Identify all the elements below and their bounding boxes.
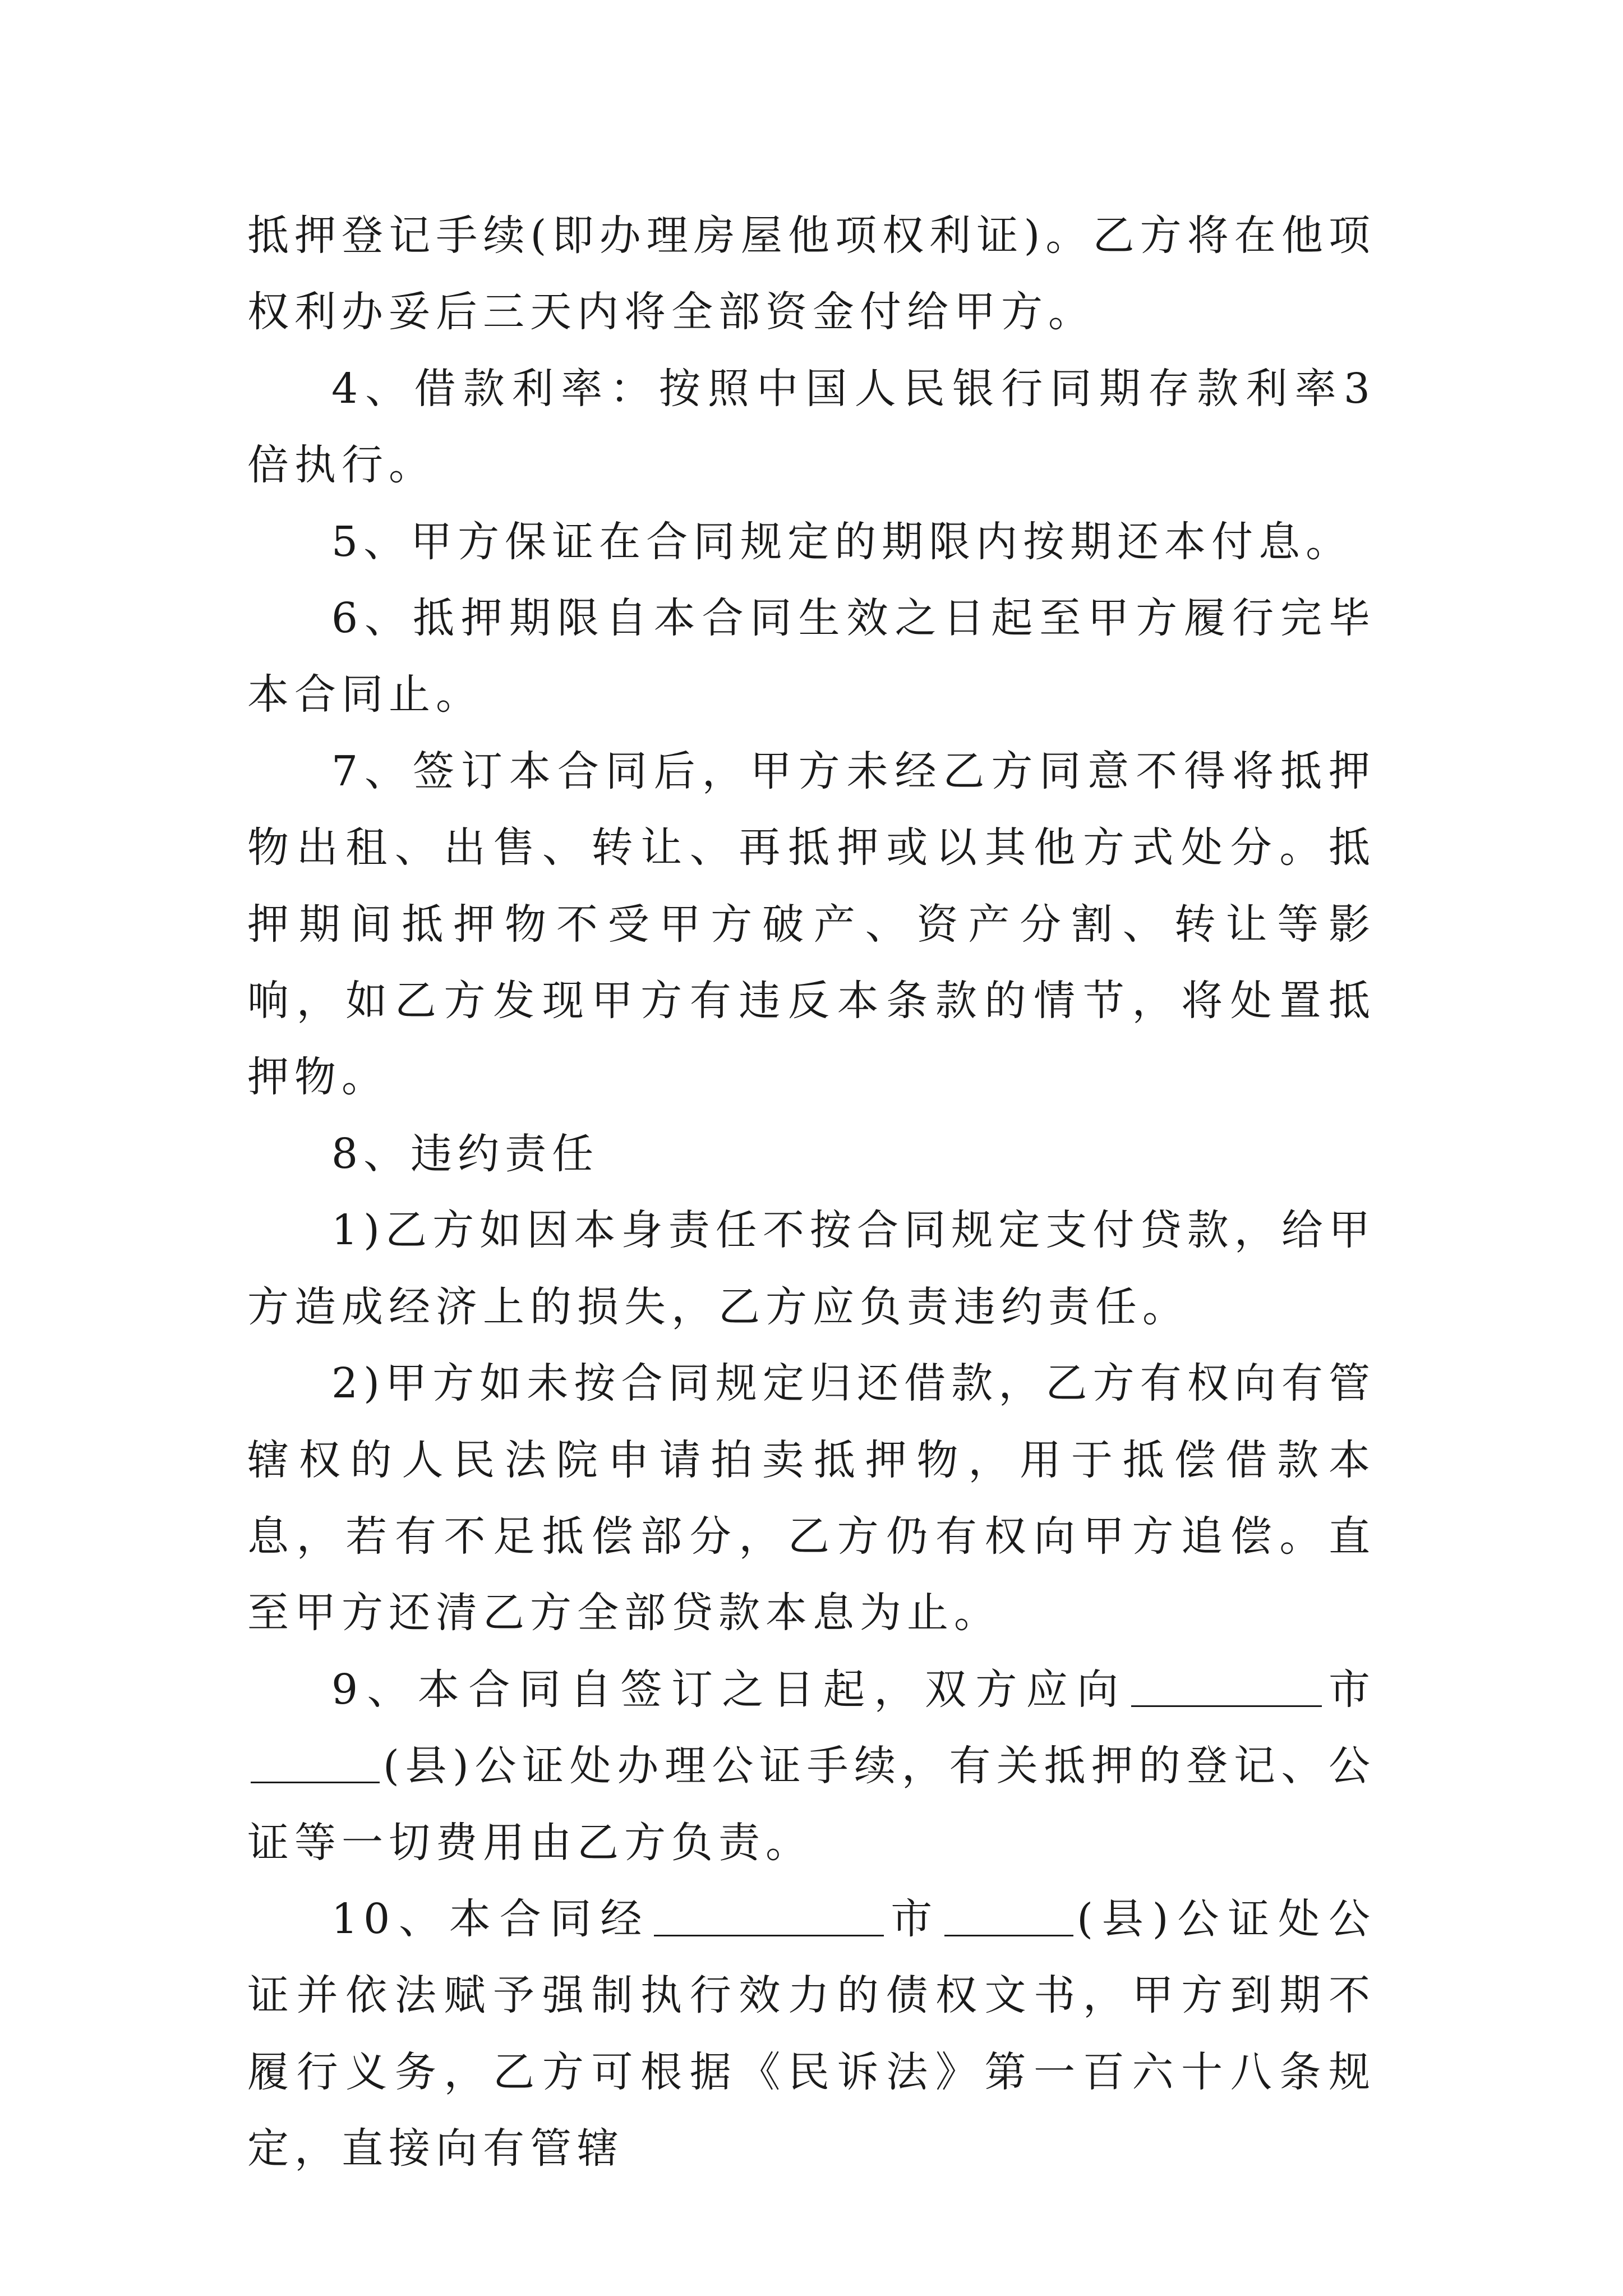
paragraph-breach-party-b: 1)乙方如因本身责任不按合同规定支付贷款，给甲方造成经济上的损失，乙方应负责违约责任。	[247, 1206, 1376, 1331]
clause-9-text-a: 9、本合同自签订之日起，双方应向	[331, 1665, 1128, 1714]
paragraph-disposal-restriction: 7、签订本合同后，甲方未经乙方同意不得将抵押物出租、出售、转让、再抵押或以其他方式处分。抵押期间抵押物不受甲方破产、资产分割、转让等影响，如乙方发现甲方有违反本条款的情节，将处置抵押物。	[247, 747, 1376, 1102]
clause-10-text-b: 市	[887, 1894, 942, 1943]
paragraph-breach-heading: 8、违约责任	[331, 1129, 600, 1178]
paragraph-notarization	[247, 1651, 1376, 1881]
clause-9-text-b: 市	[1325, 1665, 1376, 1714]
paragraph-repayment-guarantee: 5、甲方保证在合同规定的期限内按期还本付息。	[331, 517, 1353, 566]
clause-10-text-a: 10、本合同经	[331, 1894, 651, 1943]
paragraph-mortgage-term: 6、抵押期限自本合同生效之日起至甲方履行完毕本合同止。	[247, 594, 1376, 719]
clause-9-text-c: (县)公证处办理公证手续，有关抵押的登记、公证等一切费用由乙方负责。	[247, 1742, 1376, 1867]
city-blank-field-2[interactable]	[654, 1893, 884, 1936]
city-blank-field[interactable]	[1131, 1664, 1322, 1707]
paragraph-breach-party-a: 2)甲方如未按合同规定归还借款，乙方有权向有管辖权的人民法院申请拍卖抵押物，用于抵偿借款本息，若有不足抵偿部分，乙方仍有权向甲方追偿。直至甲方还清乙方全部贷款本息为止。	[247, 1359, 1376, 1637]
paragraph-interest-rate: 4、借款利率：按照中国人民银行同期存款利率3倍执行。	[247, 364, 1376, 490]
county-blank-field[interactable]	[251, 1740, 380, 1783]
clause-10-text-c: (县)公证处公证并依法赋予强制执行效力的债权文书，甲方到期不履行义务，乙方可根据《民诉法》第一百六十八条规定，直接向有管辖	[247, 1894, 1376, 2173]
paragraph-mortgage-registration: 抵押登记手续(即办理房屋他项权利证)。乙方将在他项权利办妥后三天内将全部资金付给甲方。	[247, 211, 1376, 337]
document-body	[247, 197, 1376, 2187]
paragraph-enforcement	[247, 1881, 1376, 2187]
county-blank-field-2[interactable]	[944, 1893, 1073, 1936]
